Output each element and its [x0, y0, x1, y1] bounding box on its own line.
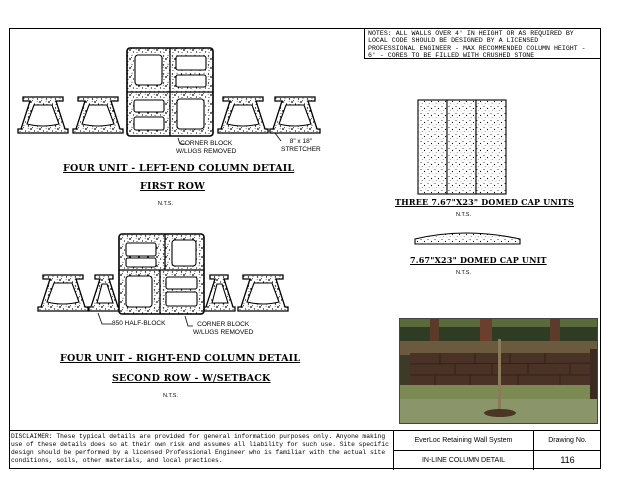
detail-1-subtitle: FIRST ROW	[140, 181, 205, 192]
title-block-system	[393, 431, 533, 470]
detail-1-drawing	[18, 48, 320, 144]
cap-units-drawing	[418, 100, 506, 194]
title-block	[9, 430, 601, 469]
detail-1-nts: N.T.S.	[158, 201, 173, 207]
installed-wall-photo	[399, 318, 598, 424]
cap-unit-drawing	[415, 233, 520, 244]
cap-unit-title: 7.67"X23" DOMED CAP UNIT	[410, 255, 547, 265]
corner-block-callout: CORNER BLOCK W/LUGS REMOVED	[176, 140, 237, 155]
stretcher-callout: 8" x 18" STRETCHER	[281, 138, 321, 153]
general-notes: NOTES: ALL WALLS OVER 4' IN HEIGHT OR AS REQUIRED BY LOCAL CODE SHOULD BE DESIGNED BY A LICENSED PROFESSIONAL ENGINEER - MAX RECOMMENDED COLUMN HEIGHT - 6' - CORES TO BE FILLED WITH CRUSHED STONE	[364, 28, 601, 59]
detail-name: IN-LINE COLUMN DETAIL	[421, 456, 506, 464]
cap-unit-nts: N.T.S.	[456, 270, 471, 276]
system-name: EverLoc Retaining Wall System	[394, 431, 533, 451]
detail-2-subtitle: SECOND ROW - W/SETBACK	[112, 373, 271, 384]
cap-units-nts: N.T.S.	[456, 212, 471, 218]
cap-units-title: THREE 7.67"X23" DOMED CAP UNITS	[395, 197, 575, 207]
drawing-number: 116	[560, 455, 575, 466]
drawing-number-label: Drawing No.	[534, 431, 601, 451]
title-block-drawing-number	[533, 431, 601, 470]
detail-2-nts: N.T.S.	[163, 393, 178, 399]
detail-2-title: FOUR UNIT - RIGHT-END COLUMN DETAIL	[60, 353, 301, 364]
detail-1-title: FOUR UNIT - LEFT-END COLUMN DETAIL	[63, 163, 295, 174]
disclaimer: DISCLAIMER: These typical details are provided for general information purposes only. Anyone making use of these details does so at their own risk and assumes all liability for such use. Site specific design should be performed by a licensed Professional Engineer who is familiar with the actual site conditions, soils, other materials, and local practices.	[11, 433, 389, 464]
corner-block-callout-2: CORNER BLOCK W/LUGS REMOVED	[193, 321, 254, 336]
half-block-callout: 850 HALF-BLOCK	[112, 320, 166, 327]
detail-2-drawing	[38, 234, 288, 326]
